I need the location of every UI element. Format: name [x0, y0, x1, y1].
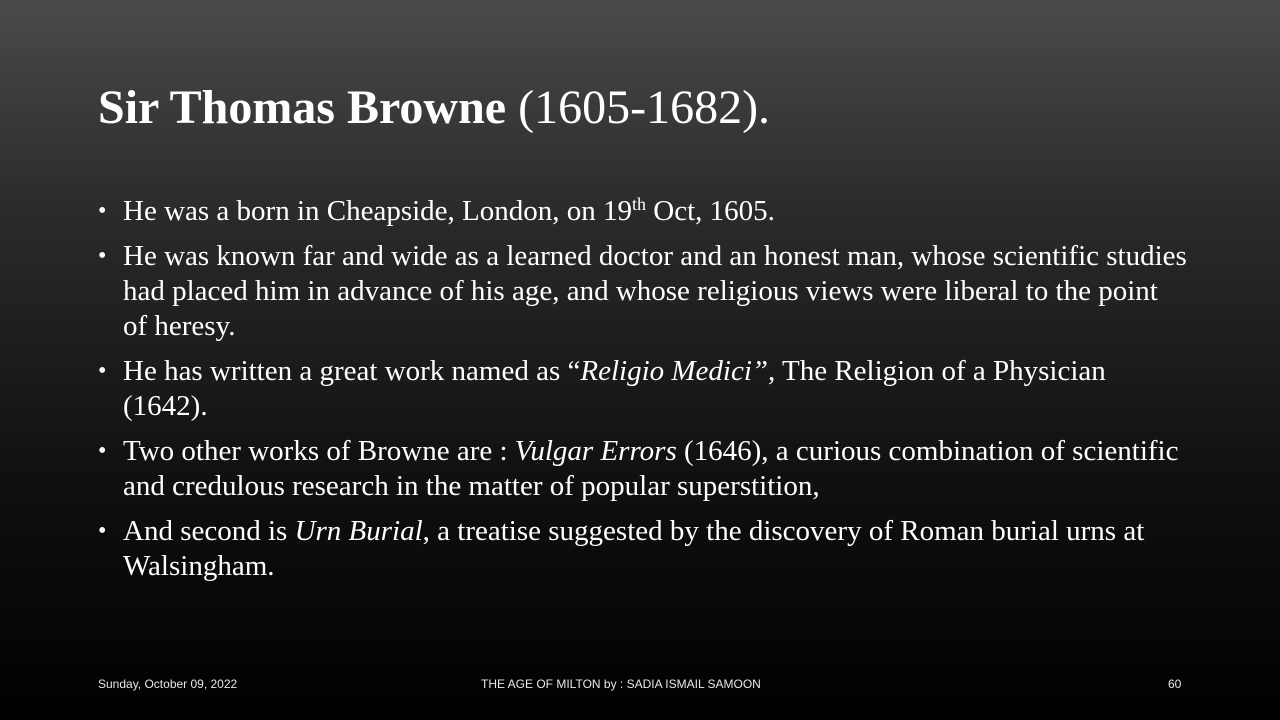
bullet-text: He has written a great work named as “	[123, 355, 581, 387]
work-title: Urn Burial	[294, 515, 423, 547]
slide-title	[98, 78, 770, 138]
footer-page-number: 60	[1168, 677, 1182, 691]
footer-title: THE AGE OF MILTON by : SADIA ISMAIL SAMOON	[481, 677, 761, 691]
ordinal-suffix: th	[632, 194, 647, 214]
bullet-text: And second is	[123, 515, 295, 547]
title-years: (1605-1682).	[506, 81, 771, 134]
bullet-vulgar-errors	[98, 434, 1188, 504]
bullet-list	[98, 194, 1188, 594]
work-title: Religio Medici”	[580, 355, 769, 387]
bullet-dot-icon: •	[98, 438, 107, 464]
bullet-text: Two other works of Browne are :	[123, 435, 515, 467]
footer-date: Sunday, October 09, 2022	[98, 677, 238, 691]
bullet-text: , The Religion of a Physician (1642).	[123, 355, 1106, 422]
bullet-dot-icon: •	[98, 358, 107, 384]
bullet-text: Oct, 1605.	[646, 195, 775, 227]
bullet-text: , a treatise suggested by the discovery of Roman burial urns at Walsingham.	[123, 515, 1145, 582]
bullet-urn-burial	[98, 514, 1188, 584]
bullet-dot-icon: •	[98, 243, 107, 269]
bullet-dot-icon: •	[98, 198, 107, 224]
bullet-text: He was a born in Cheapside, London, on 19	[123, 195, 633, 227]
bullet-text: (1646), a curious combination of scientific and credulous research in the matter of popular superstition,	[123, 435, 1179, 502]
bullet-reputation	[98, 239, 1188, 344]
bullet-text: He was known far and wide as a learned doctor and an honest man, whose scientific studies had placed him in advance of his age, and whose religious views were liberal to the point of heresy.	[123, 240, 1187, 342]
work-title: Vulgar Errors	[514, 435, 677, 467]
bullet-dot-icon: •	[98, 518, 107, 544]
title-name: Sir Thomas Browne	[98, 81, 507, 134]
bullet-birth	[98, 194, 1188, 229]
bullet-religio-medici	[98, 354, 1188, 424]
